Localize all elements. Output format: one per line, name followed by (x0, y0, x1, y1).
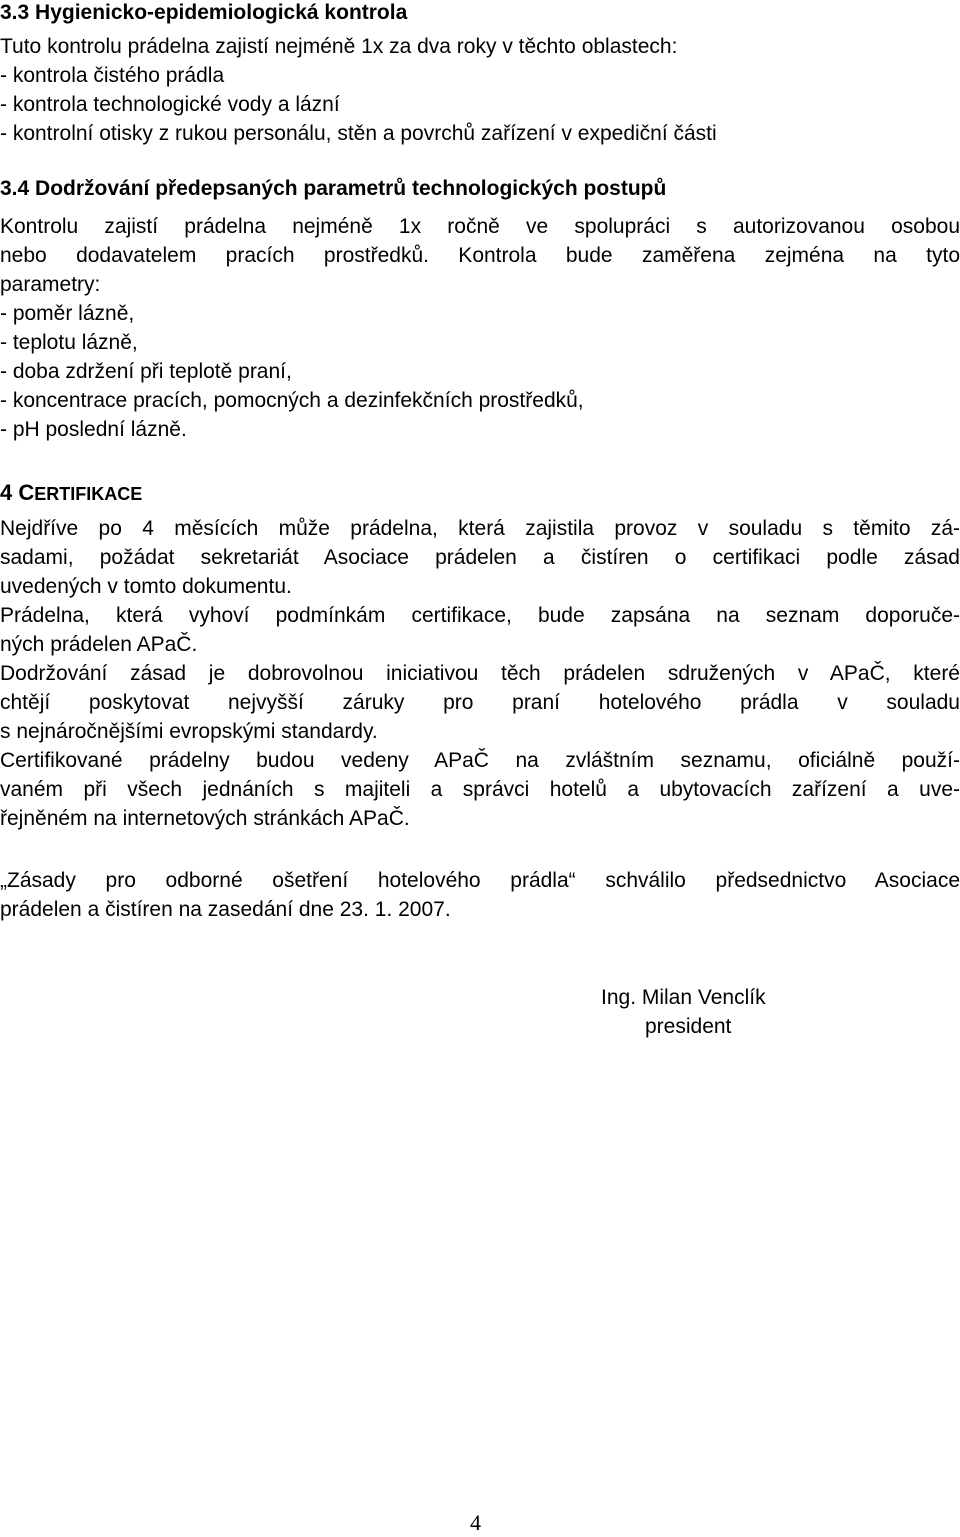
section-4-paragraph-4 (0, 746, 960, 833)
section-4-paragraph-2 (0, 601, 960, 659)
section-3-4-item-4: - koncentrace pracích, pomocných a dezinfekčních prostředků, (0, 389, 584, 412)
section-3-4-item-1: - poměr lázně, (0, 302, 135, 325)
section-4-p3-line-3: s nejnáročnějšími evropskými standardy. (0, 720, 378, 743)
section-3-4-item-2: - teplotu lázně, (0, 331, 138, 354)
signature-name: Ing. Milan Venclík (601, 986, 766, 1009)
section-3-4-line-3: parametry: (0, 273, 101, 296)
page-number: 4 (470, 1510, 481, 1535)
section-3-4-paragraph (0, 212, 960, 299)
section-4-heading-number: 4 (0, 480, 19, 505)
section-4-p1-line-1: Nejdříve po 4 měsících může prádelna, která zajistila provoz v souladu s těmito zá- (0, 517, 960, 540)
section-4-p1-line-3: uvedených v tomto dokumentu. (0, 575, 292, 598)
section-3-3-item-1: - kontrola čistého prádla (0, 64, 225, 87)
signature-title: president (645, 1015, 732, 1038)
section-3-4-item-5: - pH poslední lázně. (0, 418, 187, 441)
section-3-3-item-2: - kontrola technologické vody a lázní (0, 93, 340, 116)
section-4-heading (0, 478, 960, 509)
section-4-p2-line-1: Prádelna, která vyhoví podmínkám certifikace, bude zapsána na seznam doporuče- (0, 604, 960, 627)
section-4-paragraph-1 (0, 514, 960, 601)
section-4-p3-line-2: chtějí poskytovat nejvyšší záruky pro praní hotelového prádla v souladu (0, 691, 960, 714)
section-4-p2-line-2: ných prádelen APaČ. (0, 633, 198, 656)
section-4-p4-line-2: vaném při všech jednáních s majiteli a správci hotelů a ubytovacích zařízení a uve- (0, 778, 960, 801)
section-4-heading-rest: ERTIFIKACE (34, 484, 143, 504)
approval-line-2: prádelen a čistíren na zasedání dne 23. 1. 2007. (0, 898, 451, 921)
section-3-4-list (0, 299, 960, 444)
section-4-heading-initial: C (18, 480, 35, 505)
section-3-4-line-1: Kontrolu zajistí prádelna nejméně 1x ročně ve spolupráci s autorizovanou osobou (0, 215, 960, 238)
section-4-p1-line-2: sadami, požádat sekretariát Asociace prádelen a čistíren o certifikaci podle zásad (0, 546, 960, 569)
section-4-paragraph-3 (0, 659, 960, 746)
approval-statement (0, 866, 960, 924)
section-3-4-line-2: nebo dodavatelem pracích prostředků. Kontrola bude zaměřena zejména na tyto (0, 244, 960, 267)
section-3-3-intro: Tuto kontrolu prádelna zajistí nejméně 1x za dva roky v těchto oblastech: (0, 35, 678, 58)
section-3-3-item-3: - kontrolní otisky z rukou personálu, stěn a povrchů zařízení v expediční části (0, 122, 717, 145)
section-3-4-item-3: - doba zdržení při teplotě praní, (0, 360, 292, 383)
section-3-4-heading: 3.4 Dodržování předepsaných parametrů technologických postupů (0, 177, 667, 200)
approval-line-1: „Zásady pro odborné ošetření hotelového prádla“ schválilo předsednictvo Asociace (0, 869, 960, 892)
section-4-p4-line-3: řejněném na internetových stránkách APaČ. (0, 807, 410, 830)
section-4-p4-line-1: Certifikované prádelny budou vedeny APaČ na zvláštním seznamu, oficiálně použí- (0, 749, 960, 772)
section-4-p3-line-1: Dodržování zásad je dobrovolnou iniciativou těch prádelen sdružených v APaČ, které (0, 662, 960, 685)
section-3-3-heading: 3.3 Hygienicko-epidemiologická kontrola (0, 1, 408, 24)
